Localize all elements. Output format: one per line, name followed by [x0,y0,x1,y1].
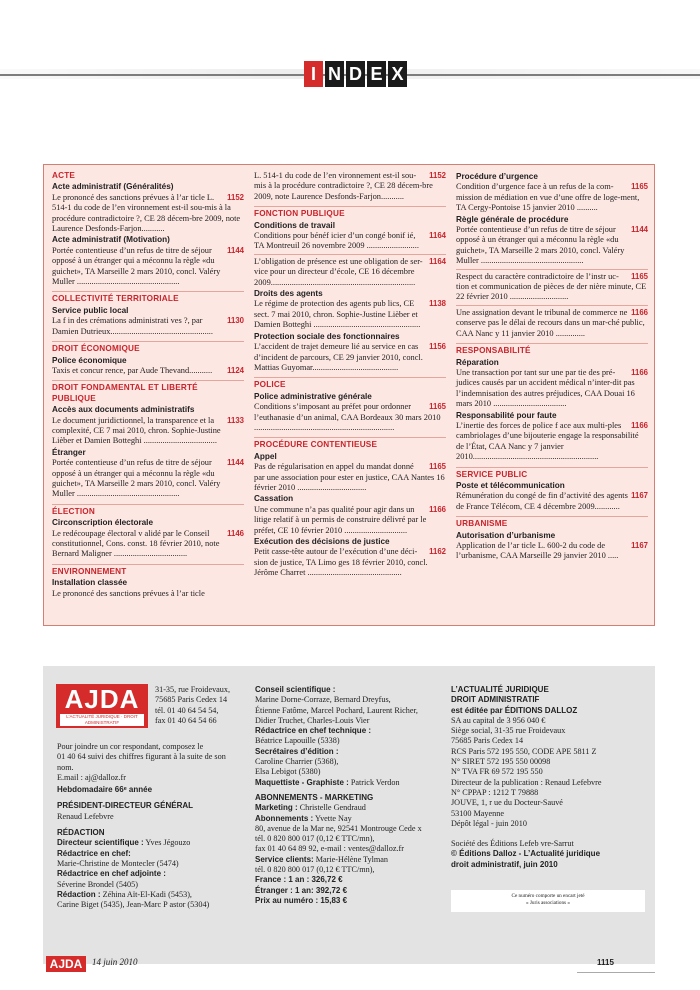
editorial-line-label: Conseil scientifique : [255,685,336,694]
page-reference: 1156 [429,342,446,352]
publisher-line: JOUVE, 1, r ue du Docteur-Sauvé [451,798,563,808]
index-subject: Autorisation d’urbanisme [456,530,556,540]
page-reference: 1124 [227,365,244,375]
index-subject: Acte administratif (Généralités) [52,182,174,192]
index-letter: I [304,61,323,87]
page-reference: 1152 [227,192,244,202]
logo-text: AJDA [64,684,140,714]
index-subject: Exécution des décisions de justice [254,537,390,546]
address-line: 31-35, rue Froidevaux, [155,685,231,694]
index-category: RESPONSABILITÉ [456,343,648,356]
entry-text: La f in des crémations administrati ves ?, par Damien Dutrieux................................................. [52,316,213,336]
entry-text: Taxis et concur rence, par Aude Thevand........... [52,365,213,375]
entry-text: Une assignation devant le tribunal de commerce ne conserve pas le délai de recours dans un mar-ché public, CAA Nanc y 11 janvier 2010 .............. [456,307,645,338]
index-letter: E [367,61,386,87]
index-subject: Accès aux documents administratifs [52,405,195,415]
page-reference: 1165 [631,271,648,281]
index-column-3 [456,171,648,562]
pdg-title: PRÉSIDENT-DIRECTEUR GÉNÉRAL [57,801,194,811]
editorial-line-value: Didier Truchet, Charles-Louis Vier [255,715,370,725]
index-category: PROCÉDURE CONTENTIEUSE [254,437,446,450]
page-reference: 1144 [227,458,244,468]
editorial-line [255,716,455,726]
index-title [304,61,409,87]
index-subject: Appel [254,451,277,461]
index-category: SERVICE PUBLIC [456,467,648,480]
redaction-line [57,890,253,900]
index-entry [456,182,648,213]
subscription-line [255,855,455,865]
copyright-line: droit administratif, juin 2010 [451,859,558,869]
masthead [43,666,655,964]
index-subject: Conditions de travail [254,220,335,230]
index-entry [456,225,648,267]
notice-line: Ce numéro comporte un encart jeté [511,893,585,899]
page-number: 1115 [597,958,614,967]
publisher-info [451,685,651,870]
editorial-line [255,695,455,705]
index-category: URBANISME [456,516,648,529]
index-entry [52,529,244,560]
index-entry [254,342,446,373]
redaction-title: RÉDACTION [57,828,105,838]
redaction-line-value: Carine Biget (5435), Jean-Marc P astor (5304) [57,900,210,910]
editorial-line-value: Béatrice Lapouille (5338) [255,736,340,746]
publisher-line [451,829,651,839]
editorial-list [255,685,455,788]
index-entry [456,491,648,512]
redaction-line-label: Directeur scientifique : [57,838,144,848]
index-subject: Règle générale de procédure [456,214,569,224]
index-subject: Cassation [254,494,294,504]
pdg-name: Renaud Lefebvre [57,811,114,821]
publisher-line: Société des Éditions Lefeb vre-Sarrut [451,839,574,849]
subscription-line-value: Yvette Nay [313,813,352,823]
entry-text: Condition d’urgence face à un refus de la com-mission de médiation en vue d’une offre de loge-ment, TA Cergy-Pontoise 15 janvier 2010 .......... [456,182,640,213]
redaction-line [57,900,253,910]
page-reference: 1164 [429,256,446,266]
subscription-line-label: Prix au numéro : 15,83 € [255,895,348,905]
page-reference: 1144 [227,245,244,255]
entry-text: Conditions s’imposant au préfet pour ordonner l’euthanasie d’un animal, CAA Bordeaux 30 mars 2010 ................................................................... [254,402,441,432]
subscription-line-value: tél. 0 820 800 017 (0,12 € TTC/mn), [255,834,375,844]
publisher-line: N° TVA FR 69 572 195 550 [451,767,543,777]
publisher-address [155,685,245,726]
page-reference: 1162 [429,547,446,557]
entry-text: Le prononcé des sanctions prévues à l’ar ticle L. 514-1 du code de l’en vironnement est-il sou-mis à la procédure contradictoire ?, CE 28 décem-bre 2009, note Laurence Desfonds-Farjon........... [52,192,241,234]
contact-info [57,742,253,910]
index-subject: Police administrative générale [254,391,372,401]
index-category: ÉLECTION [52,504,244,517]
editorial-line-label: Secrétaires d’édition : [255,746,339,756]
index-subject: Circonscription électorale [52,518,154,528]
editorial-line-label: Maquettiste - Graphiste : [255,777,349,787]
publisher-line: 53100 Mayenne [451,808,504,818]
subscription-line-value: Christelle Gendraud [297,803,366,813]
page-reference: 1166 [631,420,648,430]
page-reference: 1167 [631,541,648,550]
index-column-1 [52,171,244,599]
index-category: FONCTION PUBLIQUE [254,206,446,219]
page-reference: 1165 [429,402,446,412]
editorial-line [255,736,455,746]
entry-text: Respect du caractère contradictoire de l’instr uc-tion et communication de pièces de der nière minute, CE 22 février 2010 ............................ [456,271,647,302]
subscription-line-label: France : 1 an : 326,72 € [255,875,343,885]
index-entry [456,272,648,303]
page-reference: 1144 [631,225,648,235]
subscription-line-value: Marie-Hélène Tylman [313,854,389,864]
subscription-line [255,814,455,824]
index-subject: Police économique [52,355,127,365]
page-reference: 1133 [227,415,244,425]
contact-line: nom. [57,762,74,772]
editorial-line-value: Elsa Lebigot (5380) [255,767,321,777]
index-entry [254,462,446,493]
address-line: fax 01 40 64 54 66 [155,715,217,725]
page-reference: 1166 [631,367,648,377]
publisher-line: Dépôt légal - juin 2010 [451,818,527,828]
frequency-label: Hebdomadaire 66ᵉ année [57,785,153,795]
redaction-line [57,880,253,890]
subscription-line-value: fax 01 40 64 89 92, e-mail : ventes@dalloz.fr [255,844,404,854]
publisher-line: 75685 Paris Cedex 14 [451,736,524,746]
index-subject: Étranger [52,447,86,457]
publisher-line: SA au capital de 3 956 040 € [451,715,546,725]
entry-text: Application de l’ar ticle L. 600-2 du code de l’urbanisme, CAA Marseille 29 janvier 2010 ..... [456,541,619,561]
subscription-line-value: tél. 0 820 800 017 (0,12 € TTC/mn), [255,865,375,875]
page-reference: 1166 [631,307,648,317]
publisher-line: N° SIRET 572 195 550 00098 [451,757,551,767]
contact-line: E.mail : aj@dalloz.fr [57,772,126,782]
redaction-line [57,859,253,869]
subscription-line [255,803,455,813]
entry-text: Portée contentieuse d’un refus de titre de séjour opposé à un étranger qui a méconnu la règle «du guichet», TA Marseille 2 mars 2010, concl. Valéry Muller ................................................. [52,245,221,287]
entry-text: Conditions pour bénéf icier d’un congé bonif ié, TA Montreuil 26 novembre 2009 ......................... [254,231,419,251]
redaction-line [57,838,253,848]
publisher-line: RCS Paris 572 195 550, CODE APE 5811 Z [451,746,597,756]
editorial-line [255,706,455,716]
editorial-line-value: Caroline Charrier (5368), [255,757,339,767]
publisher-line: Directeur de la publication : Renaud Lefebvre [451,777,602,787]
editorial-staff [255,685,455,906]
editorial-line [255,726,455,736]
editorial-line [255,747,455,757]
index-entry [456,421,648,463]
editorial-line-value: Marine Dorne-Corraze, Bernard Dreyfus, [255,695,391,705]
redaction-line-value: Yves Jégouzo [143,838,191,848]
redaction-line-label: Rédaction : [57,889,101,899]
redaction-line-label: Rédactrice en chef: [57,848,131,858]
index-subject: Service public local [52,305,129,315]
subscription-line-value: 80, avenue de la Mar ne, 92541 Montrouge Cede x [255,823,422,833]
publisher-line: Siège social, 31-35 rue Froidevaux [451,726,566,736]
entry-text: L’obligation de présence est une obligation de ser-vice pour un directeur d’école, CE 16 décembre 2009..................................................................... [254,256,423,287]
contact-line: Pour joindre un cor respondant, composez le [57,742,204,751]
editorial-line [255,685,455,695]
index-entry [254,299,446,330]
entry-separator [456,269,648,270]
index-entry [254,505,446,536]
copyright-line: © Éditions Dalloz - L’Actualité juridique [451,849,601,859]
entry-text: Portée contentieuse d’un refus de titre de séjour opposé à un étranger qui a méconnu la règle «du guichet», TA Marseille 2 mars 2010, concl. Valéry Muller ................................................. [52,458,221,499]
index-entry [254,257,446,288]
entry-text: L’inertie des forces de police f ace aux multi-ples cambriolages d’une bijouterie engage la responsabilité de l’État, CAA Nanc y 7 janvier 2010............................................................ [456,420,639,462]
index-entry [254,231,446,252]
entry-text: L’accident de trajet demeure lié au service en cas d’incident de parcours, CE 29 janvier 2010, concl. Mattias Guyomar......................................... [254,342,423,372]
index-subject: Protection sociale des fonctionnaires [254,331,400,341]
index-category: DROIT ÉCONOMIQUE [52,341,244,354]
index-entry [254,547,446,578]
publisher-title: est éditée par ÉDITIONS DALLOZ [451,705,578,715]
subscription-line-label: Marketing : [255,803,298,813]
redaction-line [57,849,253,859]
editorial-line-value: Patrick Verdon [348,777,400,787]
entry-text: Une transaction por tant sur une par tie des pré-judices causés par un accident médical n’inter-dit pas l’indemnisation des autres préjudices, CAA Douai 16 mars 2010 ................................... [456,367,635,409]
index-letter: X [388,61,407,87]
index-subject: Acte administratif (Motivation) [52,235,170,245]
subscription-line [255,875,455,885]
editorial-line [255,757,455,767]
entry-text: Le prononcé des sanctions prévues à l’ar ticle [52,588,205,598]
index-entry [456,541,648,562]
subscription-line [255,865,455,875]
subscription-line [255,886,455,896]
entry-text: Le document juridictionnel, la transparence et la complexité, CE 7 mai 2010, chron. Sophie-Justine Lièber et Damien Botteghi ................................... [52,415,221,446]
entry-text: Le régime de protection des agents pub lics, CE sect. 7 mai 2010, chron. Sophie-Justine Lièber et Damien Botteghi ................................................... [254,299,421,330]
entry-text: Une commune n’a pas qualité pour agir dans un litige relatif à un permis de construire délivré par le préfet, CE 10 février 2010 .............................. [254,504,427,535]
page-reference: 1167 [631,491,648,501]
index-entry [456,308,648,339]
insert-notice [451,890,645,912]
index-subject: Poste et télécommunication [456,480,565,490]
index-subject: Procédure d’urgence [456,172,538,181]
subscription-line-label: Service clients: [255,854,314,864]
page-reference: 1166 [429,504,446,514]
subscription-line [255,896,455,906]
index-subject: Réparation [456,357,499,367]
index-letter: N [325,61,344,87]
entry-text: Le redécoupage électoral v alidé par le Conseil constitutionnel, Cons. const. 18 février 2010, note Bernard Maligner ................................... [52,528,220,559]
index-entry [52,193,244,235]
subscriptions-title: ABONNEMENTS - MARKETING [255,792,374,802]
subscription-line [255,844,455,854]
index-entry [456,368,648,410]
subscription-line [255,824,455,834]
page-reference: 1165 [429,462,446,472]
publisher-details [451,716,651,850]
index-category: ENVIRONNEMENT [52,564,244,577]
redaction-list [57,838,253,910]
index-entry [52,246,244,288]
index-entry [52,366,244,376]
publisher-title: L’ACTUALITÉ JURIDIQUE [451,685,549,694]
index-category: ACTE [52,171,76,180]
page-reference: 1164 [429,231,446,241]
logo-subtitle: L’ACTUALITÉ JURIDIQUE · DROIT ADMINISTRATIF [60,714,144,726]
index-panel [43,164,655,626]
index-entry [254,402,446,433]
editorial-line [255,778,455,788]
redaction-line-value: Zéhina Aït-El-Kadi (5453), [100,889,192,899]
notice-line: « Juris associations » [526,899,570,906]
entry-separator [456,305,648,306]
editorial-line-label: Rédactrice en chef technique : [255,726,372,736]
index-category: POLICE [254,377,446,390]
redaction-line-label: Rédactrice en chef adjointe : [57,869,166,879]
redaction-line-value: Marie-Christine de Montecler (5474) [57,858,179,868]
page-reference: 1146 [227,528,244,538]
index-category: DROIT FONDAMENTAL ET LIBERTÉ PUBLIQUE [52,380,244,404]
ajda-logo [56,684,148,728]
index-subject: Responsabilité pour faute [456,410,557,420]
index-entry [52,316,244,337]
index-entry [254,171,446,202]
page-reference: 1138 [429,299,446,309]
subscription-line [255,834,455,844]
index-letter: D [346,61,365,87]
publisher-title: DROIT ADMINISTRATIF [451,695,540,705]
editorial-line-value: Étienne Fatôme, Marcel Pochard, Laurent Richer, [255,705,418,715]
index-subject: Droits des agents [254,289,323,299]
entry-text: L. 514-1 du code de l’en vironnement est-il sou-mis à la procédure contradictoire ?, CE 28 décem-bre 2009, note Laurence Desfonds-Farjon........... [254,171,433,201]
address-line: tél. 01 40 64 54 54, [155,705,219,715]
entry-text: Rémunération du congé de fin d’activité des agents de France Télécom, CE 4 décembre 2009............ [456,491,628,511]
contact-line: 01 40 64 suivi des chiffres figurant à la suite de son [57,752,226,762]
index-entry [52,458,244,500]
entry-text: Petit casse-tête autour de l’exécution d’une déci-sion de justice, TA Limo ges 18 février 2010, concl. Jérôme Charret ............................................. [254,547,428,578]
subscription-line-label: Étranger : 1 an: 392,72 € [255,885,348,895]
redaction-line [57,869,253,879]
editorial-line [255,767,455,777]
index-entry [52,416,244,447]
redaction-line-value: Séverine Brondel (5405) [57,879,138,889]
footer-rule [577,972,655,973]
footer-date: 14 juin 2010 [92,957,138,967]
index-category: COLLECTIVITÉ TERRITORIALE [52,291,244,304]
index-column-2 [254,171,446,579]
footer-logo: AJDA [46,956,86,972]
index-entry [52,589,244,599]
page-reference: 1152 [429,171,446,180]
index-subject: Installation classée [52,578,128,588]
entry-separator [254,254,446,255]
page-reference: 1165 [631,182,648,192]
subscriptions-list [255,803,455,906]
publisher-line: N° CPPAP : 1212 T 79888 [451,787,539,797]
page-reference: 1130 [227,316,244,326]
entry-text: Portée contentieuse d’un refus de titre de séjour opposé à un étranger qui a méconnu la règle «du guichet», TA Marseille 2 mars 2010, concl. Valéry Muller ................................................. [456,225,625,266]
entry-text: Pas de régularisation en appel du mandat donné par une association pour ester en justice, CAA Nantes 16 février 2010 ................................. [254,462,445,492]
subscription-line-label: Abonnements : [255,813,314,823]
address-line: 75685 Paris Cedex 14 [155,695,228,705]
